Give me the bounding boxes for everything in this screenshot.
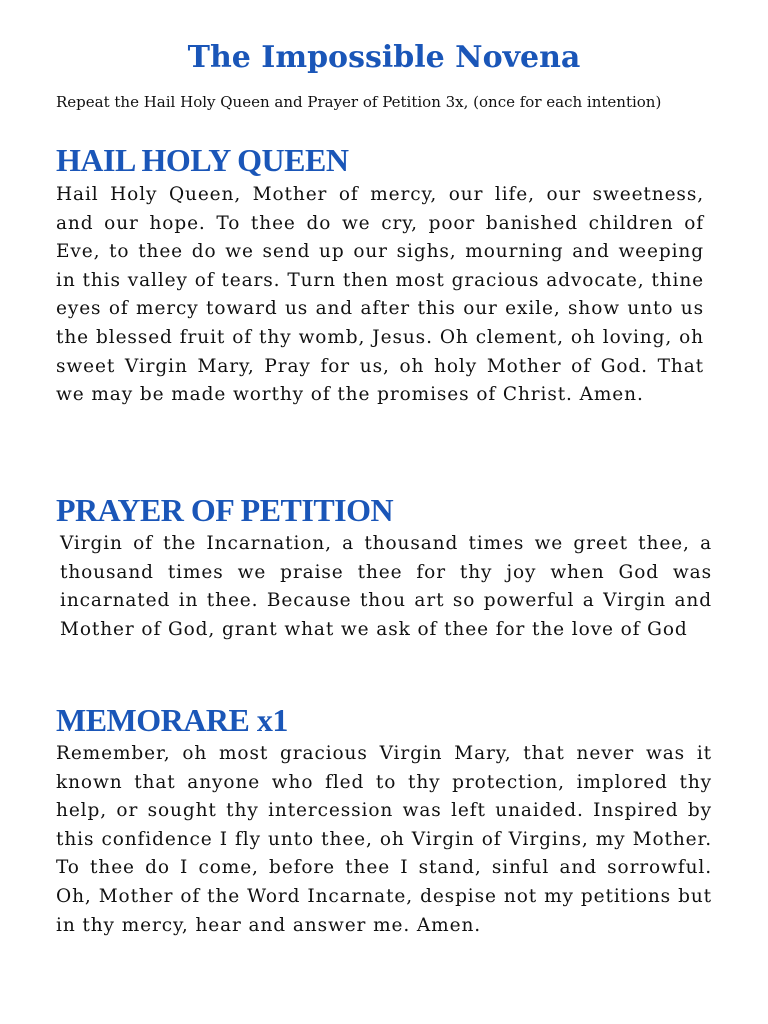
page-title: The Impossible Novena [187, 40, 581, 75]
memorare-prayer: Remember, oh most gracious Virgin Mary, that never was it known that anyone who fled to thy protection, implored thy help, or sought thy intercession was left unaided. Inspired by this confidence I fly unto thee, oh Virgin of Virgins, my Mother. To thee do I come, before thee I stand, sinful and sorrowful. Oh, Mother of the Word Incarnate, despise not my petitions but in thy mercy, hear and answer me. Amen. [56, 743, 712, 936]
prayer-of-petition-heading: PRAYER OF PETITION [56, 492, 394, 528]
instructions-text: Repeat the Hail Holy Queen and Prayer of Petition 3x, (once for each intention) [56, 93, 662, 111]
prayer-of-petition-text: Virgin of the Incarnation, a thousand times we greet thee, a thousand times we praise thee for thy joy when God was incarnated in thee. Because thou art so powerful a Virgin and Mother of God, grant what we ask of thee for the love of God [60, 533, 712, 640]
memorare-heading: MEMORARE x1 [56, 702, 288, 738]
hail-holy-queen-heading: HAIL HOLY QUEEN [56, 142, 349, 178]
hail-holy-queen-prayer: Hail Holy Queen, Mother of mercy, our life, our sweetness, and our hope. To thee do we cry, poor banished children of Eve, to thee do we send up our sighs, mourning and weeping in this valley of tears. Turn then most gracious advocate, thine eyes of mercy toward us and after this our exile, show unto us the blessed fruit of thy womb, Jesus. Oh clement, oh loving, oh sweet Virgin Mary, Pray for us, oh holy Mother of God. That we may be made worthy of the promises of Christ. Amen. [56, 184, 704, 406]
